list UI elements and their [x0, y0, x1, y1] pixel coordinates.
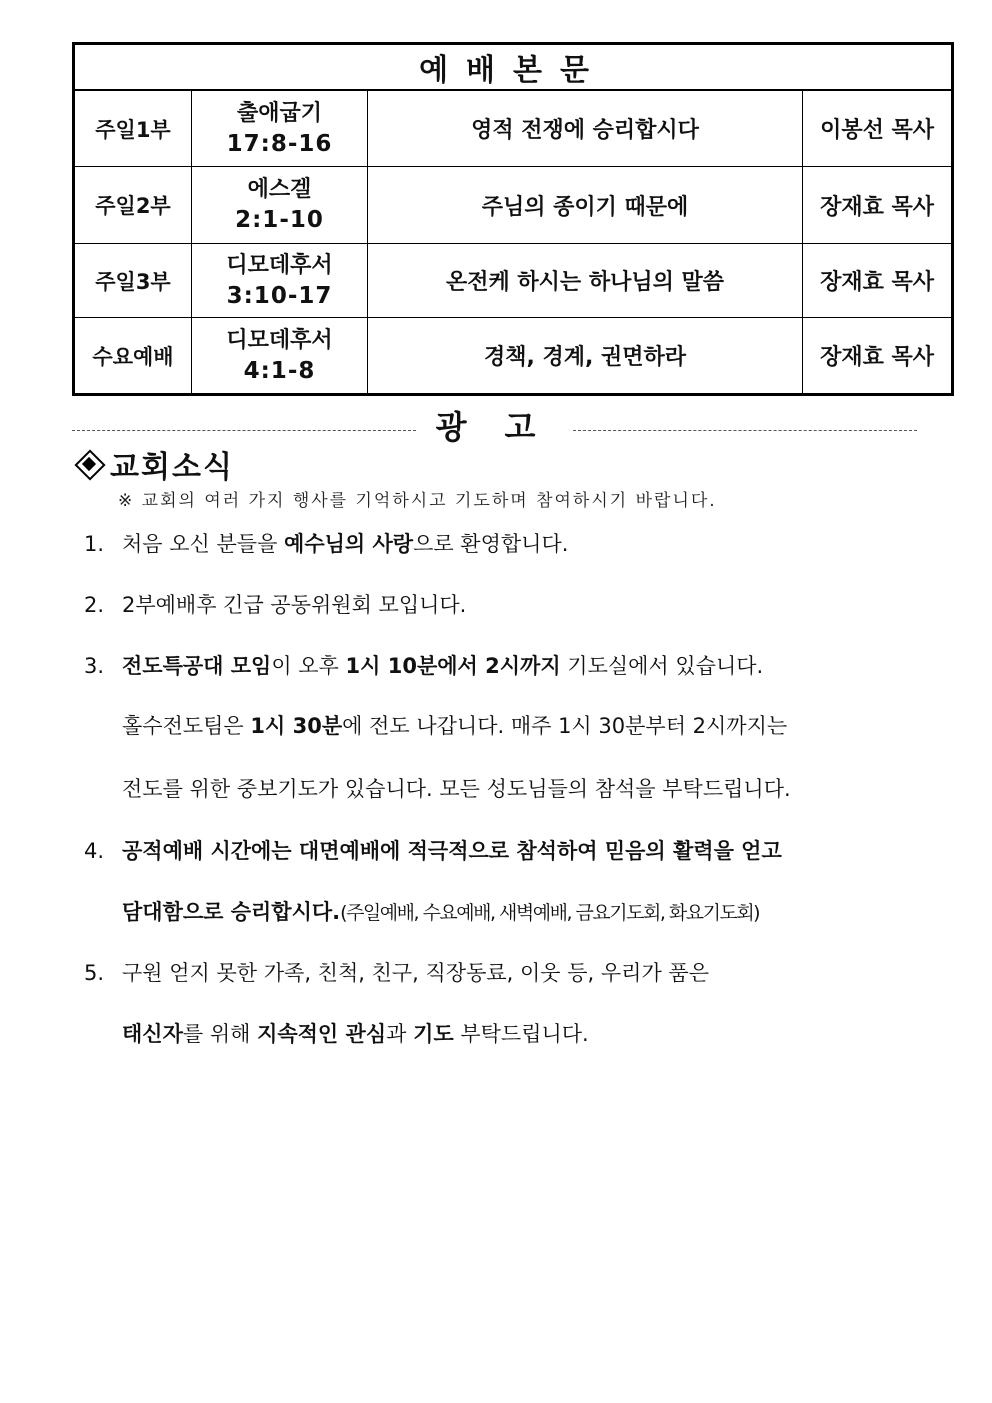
sermon-table-header: 예배본문 — [74, 44, 953, 91]
list-item-continued — [122, 896, 759, 926]
preacher: 장재효 목사 — [803, 318, 953, 395]
dashed-divider — [573, 430, 917, 431]
list-item — [84, 835, 782, 865]
scripture-ref — [192, 244, 368, 318]
item-text-bold: 예수님의 사랑 — [284, 532, 414, 556]
sermon-title: 영적 전쟁에 승리합시다 — [368, 90, 803, 167]
sermon-table — [72, 42, 954, 396]
diamond-icon — [76, 451, 102, 477]
scripture-book: 디모데후서 — [226, 252, 333, 278]
item-text: 전도를 위한 중보기도가 있습니다. 모든 성도님들의 참석을 부탁드립니다. — [122, 777, 791, 801]
item-text: 과 — [386, 1022, 414, 1046]
list-item-continued — [122, 710, 787, 740]
list-item-continued — [122, 773, 791, 803]
sermon-title: 주님의 종이기 때문에 — [368, 167, 803, 244]
item-text: 기도실에서 있습니다. — [560, 654, 764, 678]
item-text-bold: 기도 — [413, 1022, 454, 1046]
table-row — [74, 244, 953, 318]
item-text: 2부예배후 긴급 공동위원회 모입니다. — [122, 593, 467, 617]
news-header — [76, 444, 234, 484]
list-item — [84, 589, 466, 619]
scripture-verse: 2:1-10 — [235, 207, 324, 233]
scripture-book: 출애굽기 — [236, 100, 322, 126]
item-number: 2. — [84, 593, 105, 617]
item-text-bold: 1시 10분에서 2시까지 — [345, 654, 561, 678]
scripture-verse: 4:1-8 — [243, 357, 316, 384]
scripture-ref — [192, 90, 368, 167]
scripture-verse: 17:8-16 — [226, 130, 333, 157]
list-item — [84, 957, 709, 987]
table-row — [74, 167, 953, 244]
item-number: 4. — [84, 839, 105, 863]
news-title: 교회소식 — [110, 450, 234, 485]
item-number: 5. — [84, 961, 105, 985]
item-text: 홀수전도팀은 — [122, 714, 251, 738]
list-item — [84, 650, 763, 680]
scripture-ref — [192, 318, 368, 395]
list-item-continued — [122, 1018, 589, 1048]
table-row — [74, 318, 953, 395]
item-text-condensed: (주일예배, 수요예배, 새벽예배, 금요기도회, 화요기도회) — [340, 902, 760, 924]
service-name: 주일3부 — [74, 244, 192, 318]
preacher: 장재효 목사 — [803, 167, 953, 244]
item-text: 처음 오신 분들을 — [122, 532, 285, 556]
item-text: 부탁드립니다. — [453, 1022, 589, 1046]
item-text-bold: 지속적인 관심 — [257, 1022, 387, 1046]
item-text-bold: 공적예배 시간에는 대면예배에 적극적으로 참석하여 믿음의 활력을 얻고 — [122, 839, 782, 863]
item-text: 이 오후 — [271, 654, 346, 678]
news-note: ※ 교회의 여러 가지 행사를 기억하시고 기도하며 참여하시기 바랍니다. — [118, 491, 717, 511]
preacher: 장재효 목사 — [803, 244, 953, 318]
item-text-bold: 담대함으로 승리합시다. — [122, 900, 341, 924]
scripture-verse: 3:10-17 — [226, 282, 333, 309]
dashed-divider — [72, 430, 416, 431]
item-text: 구원 얻지 못한 가족, 친척, 친구, 직장동료, 이웃 등, 우리가 품은 — [122, 961, 709, 985]
item-text: 에 전도 나갑니다. 매주 1시 30분부터 2시까지는 — [342, 714, 788, 738]
list-item — [84, 528, 568, 558]
service-name: 주일2부 — [74, 167, 192, 244]
scripture-ref — [192, 167, 368, 244]
item-number: 3. — [84, 654, 105, 678]
item-number: 1. — [84, 532, 105, 556]
table-row — [74, 90, 953, 167]
scripture-book: 에스겔 — [247, 177, 312, 202]
item-text: 으로 환영합니다. — [413, 532, 569, 556]
preacher: 이봉선 목사 — [803, 90, 953, 167]
item-text: 를 위해 — [182, 1022, 258, 1046]
service-name: 주일1부 — [74, 90, 192, 167]
scripture-book: 디모데후서 — [226, 327, 333, 353]
service-name: 수요예배 — [74, 318, 192, 395]
sermon-title: 경책, 경계, 권면하라 — [368, 318, 803, 395]
item-text-bold: 1시 30분 — [250, 714, 343, 738]
ad-title: 광고 — [435, 408, 574, 446]
item-text-bold: 태신자 — [122, 1022, 183, 1046]
sermon-title: 온전케 하시는 하나님의 말씀 — [368, 244, 803, 318]
item-text-bold: 전도특공대 모임 — [122, 654, 272, 678]
